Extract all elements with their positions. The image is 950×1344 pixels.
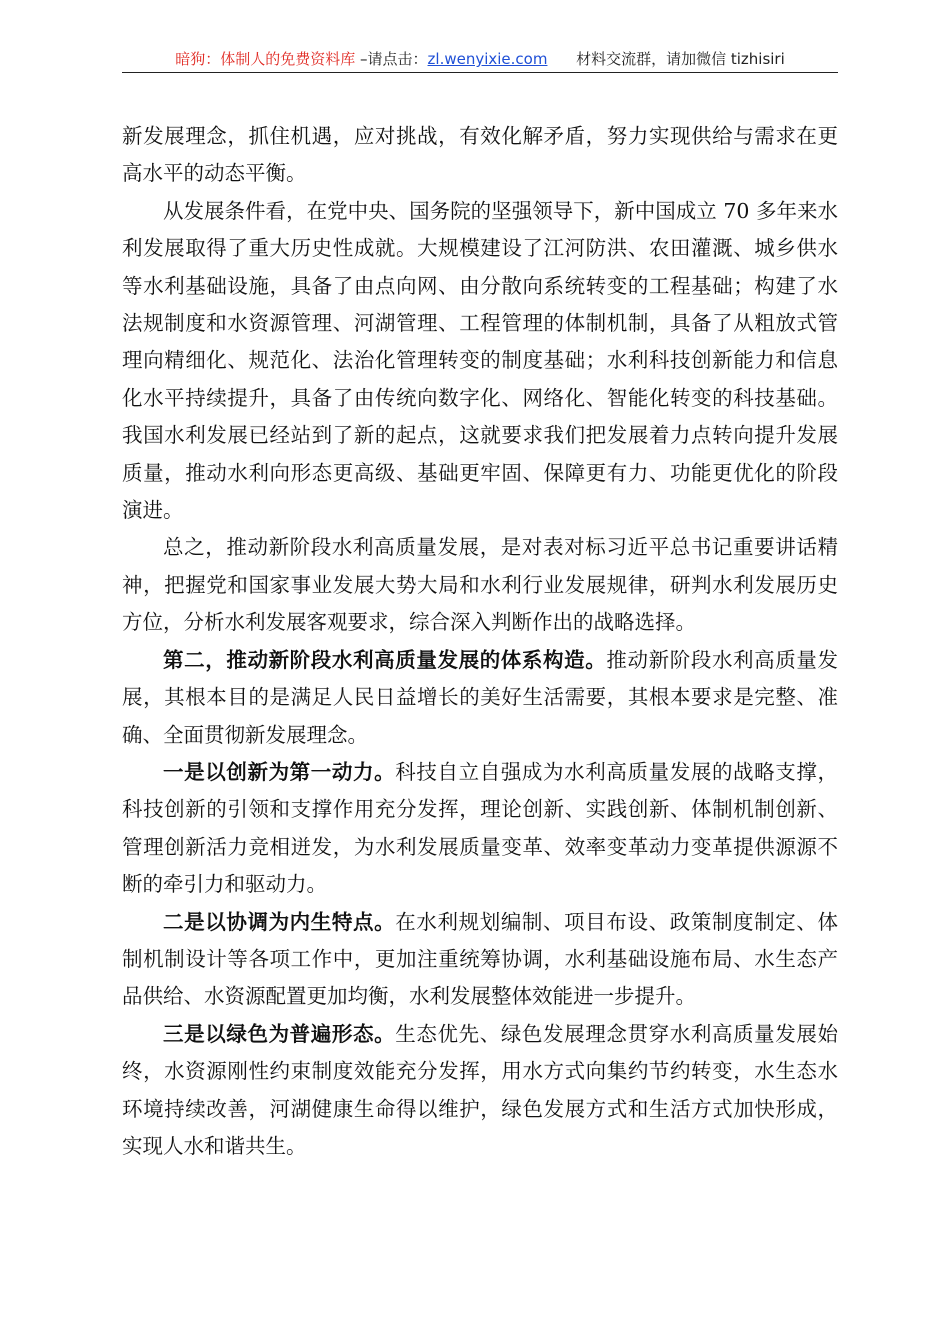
paragraph-lead: 第二，推动新阶段水利高质量发展的体系构造。 [163,647,607,672]
paragraph-continuation [122,118,838,193]
paragraph-lead: 三是以绿色为普遍形态。 [163,1021,396,1046]
header-click-prompt: –请点击： [355,50,428,68]
paragraph-text: 新发展理念，抓住机遇，应对挑战，有效化解矛盾，努力实现供给与需求在更高水平的动态平衡。 [122,124,838,186]
paragraph-lead: 二是以协调为内生特点。 [163,909,396,934]
header-group-note: 材料交流群，请加微信 tizhisiri [576,50,785,68]
paragraph-green [122,1016,838,1166]
paragraph-text: 从发展条件看，在党中央、国务院的坚强领导下，新中国成立 70 多年来水利发展取得了重大历史性成就。大规模建设了江河防洪、农田灌溉、城乡供水等水利基础设施，具备了由点向网、由分散向系统转变的工程基础；构建了水法规制度和水资源管理、河湖管理、工程管理的体制机制，具备了从粗放式管理向精细化、规范化、法治化管理转变的制度基础；水利科技创新能力和信息化水平持续提升，具备了由传统向数字化、网络化、智能化转变的科技基础。我国水利发展已经站到了新的起点，这就要求我们把发展着力点转向提升发展质量，推动水利向形态更高级、基础更牢固、保障更有力、功能更优化的阶段演进。 [122,198,838,523]
paragraph-text: 总之，推动新阶段水利高质量发展，是对表对标习近平总书记重要讲话精神，把握党和国家事业发展大势大局和水利行业发展规律，研判水利发展历史方位，分析水利发展客观要求，综合深入判断作出的战略选择。 [122,535,838,635]
header-gap [547,50,576,68]
paragraph-innovation [122,754,838,904]
paragraph-text: 科技自立自强成为水利高质量发展的战略支撑，科技创新的引领和支撑作用充分发挥，理论创新、实践创新、体制机制创新、管理创新活力竞相迸发，为水利发展质量变革、效率变革动力变革提供源源不断的牵引力和驱动力。 [122,759,839,897]
header-source-text: 暗狗：体制人的免费资料库 [175,50,356,68]
paragraph-text: 在水利规划编制、项目布设、政策制度制定、体制机制设计等各项工作中，更加注重统筹协调，水利基础设施布局、水生态产品供给、水资源配置更加均衡，水利发展整体效能进一步提升。 [122,909,839,1009]
paragraph-development-conditions [122,193,838,530]
paragraph-coordination [122,904,838,1016]
paragraph-text: 推动新阶段水利高质量发展，其根本目的是满足人民日益增长的美好生活需要，其根本要求是完整、准确、全面贯彻新发展理念。 [122,647,839,747]
header-divider [122,72,838,73]
paragraph-second-section [122,642,838,754]
page-header [122,48,838,72]
paragraph-summary [122,529,838,641]
header-url-link[interactable]: zl.wenyixie.com [427,50,548,68]
paragraph-text: 生态优先、绿色发展理念贯穿水利高质量发展始终，水资源刚性约束制度效能充分发挥，用水方式向集约节约转变，水生态水环境持续改善，河湖健康生命得以维护，绿色发展方式和生活方式加快形成，实现人水和谐共生。 [122,1021,839,1158]
paragraph-lead: 一是以创新为第一动力。 [163,759,396,784]
document-body [122,118,838,1165]
